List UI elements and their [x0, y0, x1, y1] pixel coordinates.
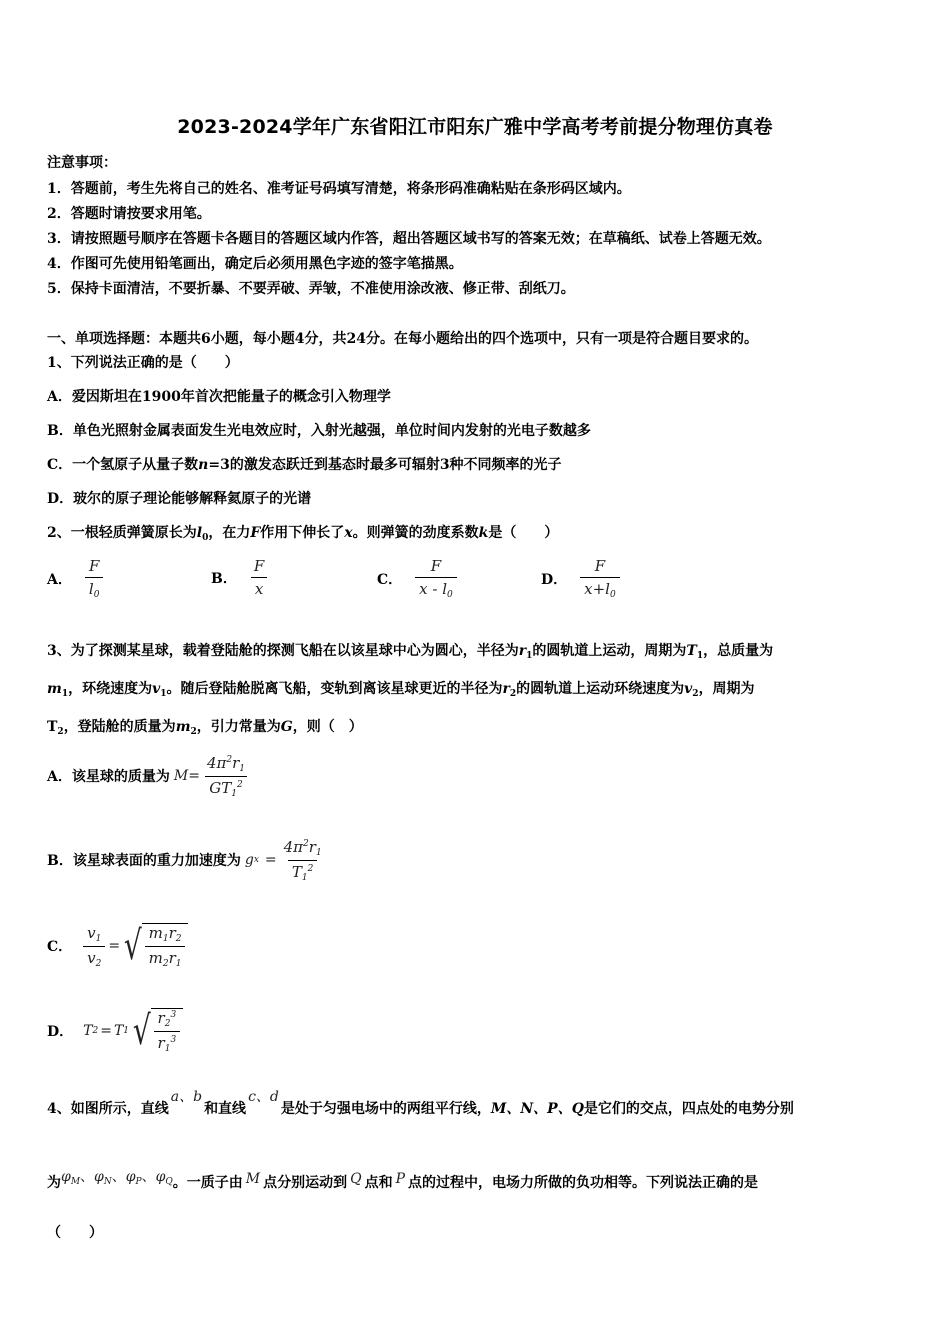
sep: 、	[111, 1169, 126, 1185]
radicand	[151, 1008, 184, 1054]
notice-item-1: 1．答题前，考生先将自己的姓名、准考证号码填写清楚，将条形码准确粘贴在条形码区域内。	[47, 181, 631, 197]
option-label: A．	[47, 571, 72, 588]
sub: Q	[165, 1177, 173, 1187]
fraction	[145, 924, 186, 969]
sup: 2	[303, 838, 309, 849]
sep: 、	[141, 1169, 156, 1185]
denominator	[154, 1031, 181, 1054]
formula-eq: =	[264, 852, 277, 868]
radical-icon: √	[132, 1008, 151, 1054]
fraction	[250, 557, 268, 598]
sub: 1	[95, 933, 102, 944]
q1-option-b: B．单色光照射金属表面发生光电效应时，入射光越强，单位时间内发射的光电子数越多	[47, 423, 591, 439]
denominator	[288, 860, 317, 883]
notice-item-2: 2．答题时请按要求用笔。	[47, 206, 211, 222]
notice-heading: 注意事项：	[47, 155, 117, 171]
q3-text: T	[47, 719, 58, 735]
denominator	[415, 577, 457, 600]
q3-T: T	[686, 643, 697, 659]
q4-text: 为	[47, 1175, 61, 1191]
sub: 1	[164, 1044, 171, 1054]
q4-text: 。一质子由	[172, 1175, 243, 1191]
den-text: x	[254, 580, 264, 598]
page-title: 2023-2024学年广东省阳江市阳东广雅中学高考考前提分物理仿真卷	[177, 116, 773, 138]
q3-text: 。随后登陆舱脱离飞船，变轨到离该星球更近的半径为	[166, 681, 503, 697]
fraction	[83, 924, 105, 969]
q2-option-b	[211, 557, 271, 598]
n: 4π	[283, 837, 304, 856]
sub: N	[103, 1177, 112, 1187]
q3-sub: 1	[526, 651, 533, 661]
q4-stem-line-3: （ ）	[47, 1225, 103, 1241]
q2-stem-part: 作用下伸长了	[260, 525, 345, 541]
formula-T: T	[113, 1023, 124, 1039]
q3-text: ，登陆舱的质量为	[63, 719, 176, 735]
sub: 1	[231, 788, 237, 799]
q4-M: M	[245, 1171, 261, 1187]
fraction	[580, 557, 620, 600]
formula-g: g	[244, 852, 254, 868]
denominator	[205, 776, 246, 799]
sub: 1	[175, 959, 182, 969]
q1-c-text-2: =3的激发态跃迁到基态时最多可辐射3种不同频率的光子	[208, 457, 562, 473]
square-root	[129, 1008, 183, 1054]
q1-option-c	[47, 454, 562, 474]
q2-stem-part: ，在力	[208, 525, 251, 541]
q2-l-sub: 0	[202, 533, 209, 543]
n: m	[148, 924, 163, 942]
q4-text: 4、如图所示，直线	[47, 1101, 169, 1117]
sub: M	[70, 1177, 81, 1187]
sup: 3	[170, 1035, 177, 1045]
sub: 2	[175, 934, 182, 944]
sub: 2	[95, 958, 102, 969]
q1-stem: 1、下列说法正确的是（ ）	[47, 355, 239, 371]
q4-text: 是它们的交点，四点处的电势分别	[583, 1101, 794, 1117]
notice-item-4: 4．作图可先使用铅笔画出，确定后必须用黑色字迹的签字笔描黑。	[47, 256, 463, 272]
numerator	[203, 754, 249, 776]
den-sub: 0	[93, 590, 100, 600]
q3-text: ，周期为	[698, 681, 755, 697]
d: r	[168, 949, 176, 967]
q2-option-c	[377, 557, 460, 600]
numerator	[154, 1009, 181, 1031]
q3-v: v	[152, 681, 161, 697]
sub: x	[253, 855, 259, 865]
q3-r: r	[518, 643, 527, 659]
q1-c-text: C．一个氢原子从量子数	[47, 457, 199, 473]
phi: φ	[61, 1169, 71, 1185]
fraction	[415, 557, 457, 600]
q4-P: P	[395, 1171, 406, 1187]
den-sub: 0	[609, 590, 616, 600]
sub: 1	[239, 763, 245, 774]
sub: 1	[162, 934, 169, 944]
q3-c-label: C．	[47, 939, 73, 955]
q2-stem	[47, 522, 558, 543]
sub: 2	[92, 1026, 99, 1036]
numerator: F	[430, 557, 442, 575]
den-sub: 0	[447, 590, 453, 600]
q3-text: 的圆轨道上运动环绕速度为	[516, 681, 685, 697]
q4-Q: Q	[350, 1171, 362, 1187]
sup: 2	[236, 779, 243, 790]
q4-potentials	[61, 1169, 173, 1185]
numerator: F	[253, 557, 265, 575]
section-heading: 一、单项选择题：本题共6小题，每小题4分，共24分。在每小题给出的四个选项中，只有一项是符合题目要求的。	[47, 331, 758, 347]
q2-stem-part: 。则弹簧的劲度系数	[352, 525, 479, 541]
den-text: l	[88, 580, 94, 598]
n: r	[308, 837, 316, 856]
radical-icon: √	[123, 923, 142, 969]
sub: P	[135, 1177, 142, 1187]
notice-item-5: 5．保持卡面清洁，不要折暴、不要弄破、弄皱，不准使用涂改液、修正带、刮纸刀。	[47, 281, 575, 297]
numerator	[280, 838, 326, 860]
q2-options	[47, 553, 647, 607]
q3-text: ，总质量为	[703, 643, 774, 659]
sup: 2	[307, 863, 314, 874]
option-label: D．	[541, 571, 568, 588]
denominator	[580, 577, 620, 600]
sup: 3	[170, 1010, 177, 1020]
q3-stem-line-2	[47, 678, 755, 699]
q4-text: 是处于匀强电场中的两组平行线，	[280, 1101, 491, 1117]
q2-stem-part: 2、一根轻质弹簧原长为	[47, 525, 197, 541]
sub: 2	[162, 959, 169, 969]
formula-M: M	[173, 768, 189, 784]
q3-option-d	[47, 1000, 183, 1062]
q3-stem-line-1	[47, 640, 773, 661]
d: m	[148, 949, 163, 967]
q3-v: v	[684, 681, 693, 697]
n: r	[157, 1009, 165, 1027]
q4-points: M、N、P、Q	[490, 1101, 584, 1117]
phi: φ	[125, 1169, 136, 1185]
q2-F: F	[250, 525, 261, 541]
d: T	[291, 862, 302, 881]
option-label: B．	[211, 570, 237, 587]
phi: φ	[94, 1169, 104, 1185]
radicand	[142, 923, 189, 969]
n: r	[168, 924, 176, 942]
d: r	[157, 1034, 165, 1052]
q4-stem-line-1	[47, 1089, 794, 1118]
q1-c-n: n	[198, 457, 209, 473]
q3-text: ，则（ ）	[292, 719, 363, 735]
q3-G: G	[280, 719, 293, 735]
q3-r: r	[502, 681, 510, 697]
q2-x: x	[344, 525, 353, 541]
sub: 1	[315, 847, 322, 858]
formula-eq: =	[188, 768, 200, 784]
q3-sub: 1	[696, 651, 704, 661]
fraction	[85, 557, 104, 600]
q3-sub: 2	[190, 727, 197, 737]
q3-sub: 2	[692, 689, 699, 699]
sub: 1	[301, 872, 308, 883]
q3-text: ，环绕速度为	[68, 681, 153, 697]
d: v	[87, 948, 96, 967]
formula-T: T	[83, 1023, 93, 1039]
den-text: x - l	[419, 580, 448, 598]
option-label: C．	[377, 571, 403, 588]
fraction	[203, 754, 249, 799]
q3-d-label: D．	[47, 1024, 74, 1040]
denominator	[85, 577, 104, 600]
square-root	[120, 923, 188, 969]
q2-stem-part: 是（ ）	[488, 525, 559, 541]
sub: 2	[164, 1019, 171, 1029]
q4-cd: c、d	[248, 1089, 279, 1105]
q3-sub: 2	[509, 689, 517, 699]
q3-m: m	[47, 681, 62, 697]
fraction	[280, 838, 326, 883]
d: GT	[209, 778, 232, 797]
q3-text: 的圆轨道上运动，周期为	[532, 643, 687, 659]
numerator: F	[88, 557, 100, 575]
q4-text: 点的过程中，电场力所做的负功相等。下列说法正确的是	[408, 1175, 759, 1191]
den-text: x+l	[584, 580, 610, 598]
q4-text: 点分别运动到	[263, 1175, 348, 1191]
q3-stem-line-3	[47, 716, 363, 737]
q3-text: ，引力常量为	[196, 719, 281, 735]
numerator: F	[594, 557, 606, 575]
q3-text: 3、为了探测某星球，载着登陆舱的探测飞船在以该星球中心为圆心，半径为	[47, 643, 519, 659]
q1-option-d: D．玻尔的原子理论能够解释氦原子的光谱	[47, 491, 312, 507]
denominator	[145, 946, 186, 969]
q2-l: l	[196, 525, 203, 541]
q2-option-d	[541, 557, 623, 600]
q4-ab: a、b	[170, 1089, 203, 1105]
denominator	[251, 577, 267, 598]
n: v	[87, 923, 96, 942]
q4-text: 点和	[364, 1175, 393, 1191]
formula-eq: =	[100, 1023, 112, 1039]
q4-stem-line-2	[47, 1169, 759, 1193]
q3-option-a	[47, 752, 252, 800]
sep: 、	[80, 1169, 95, 1185]
numerator	[145, 924, 186, 946]
denominator	[83, 946, 105, 969]
fraction	[154, 1009, 181, 1054]
q3-sub: 2	[57, 727, 64, 737]
sup: 2	[226, 754, 233, 765]
q2-option-a	[47, 557, 106, 600]
phi: φ	[155, 1169, 166, 1185]
q3-sub: 1	[61, 689, 69, 699]
notice-item-3: 3．请按照题号顺序在答题卡各题目的答题区域内作答，超出答题区域书写的答案无效；在草稿纸、试卷上答题无效。	[47, 231, 771, 247]
q1-option-a: A．爱因斯坦在1900年首次把能量子的概念引入物理学	[47, 389, 391, 405]
numerator	[83, 924, 105, 946]
n: r	[232, 753, 240, 772]
q3-sub: 1	[160, 689, 167, 699]
formula-eq: =	[108, 938, 121, 954]
q4-text: 和直线	[204, 1101, 247, 1117]
q3-option-c	[47, 916, 188, 976]
n: 4π	[206, 753, 227, 772]
q3-a-text: A．该星球的质量为	[47, 769, 170, 785]
q3-m: m	[175, 719, 191, 735]
q3-option-b	[47, 836, 329, 884]
q3-b-text: B．该星球表面的重力加速度为	[47, 853, 241, 869]
q2-k: k	[478, 525, 489, 541]
sub: 1	[123, 1026, 130, 1036]
